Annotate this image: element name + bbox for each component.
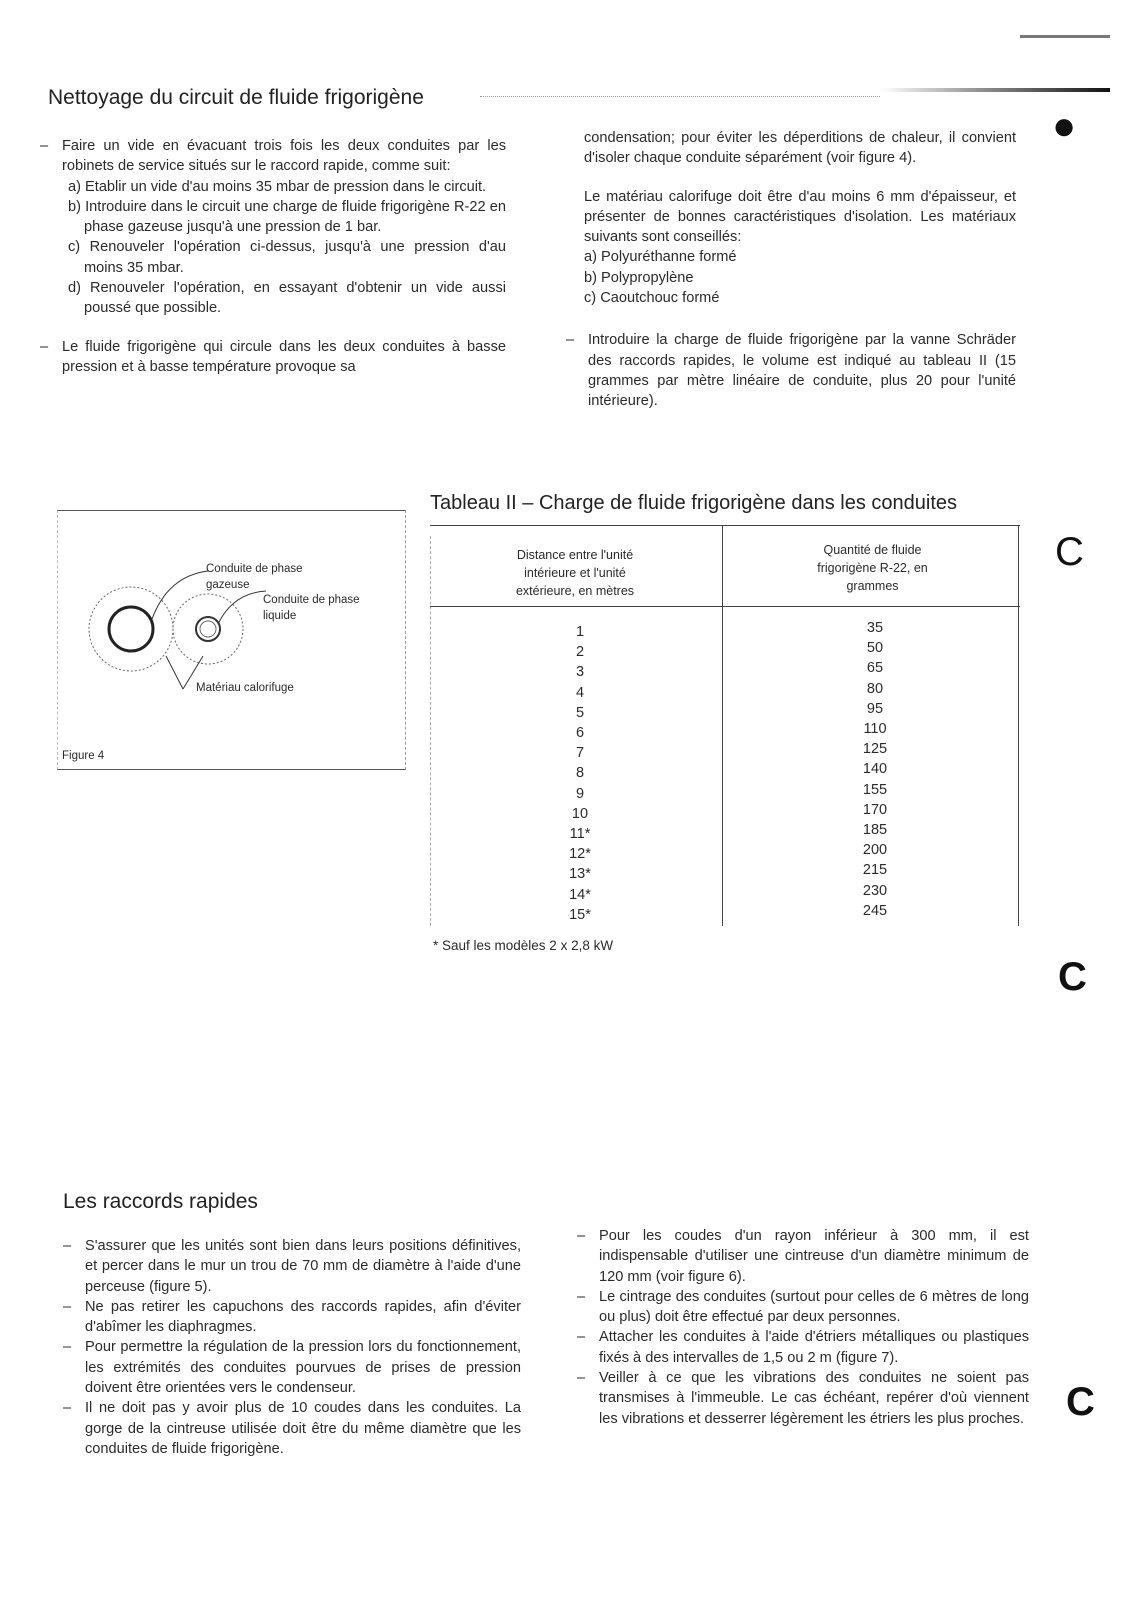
binder-hole-mark: C: [1066, 1380, 1095, 1424]
scan-artifact: [880, 88, 1110, 92]
list-item: – Attacher les conduites à l'aide d'étriers métalliques ou plastiques fixés à des intervalles de 1,5 ou 2 m (figure 7).: [577, 1327, 1029, 1368]
material-item: a) Polyuréthanne formé: [584, 249, 737, 266]
quantity-cell: 110: [863, 721, 887, 738]
quantity-cell: 65: [866, 660, 884, 677]
quantity-cell: 215: [862, 862, 888, 879]
list-item: – Le cintrage des conduites (surtout pour celles de 6 mètres de long ou plus) doit être effectué par deux personnes.: [577, 1287, 1029, 1328]
quantity-cell: 230: [862, 882, 888, 899]
list-item: – Le fluide frigorigène qui circule dans les deux conduites à basse pression et à basse température provoque sa: [40, 337, 506, 378]
distance-cell: 10: [571, 805, 589, 822]
quantity-cell: 200: [862, 842, 888, 859]
quantity-cell: 35: [866, 620, 884, 636]
label-gas-line: Conduite de phase gazeuse: [206, 563, 303, 591]
figure-4: [57, 510, 406, 770]
section2-right-column: [577, 1226, 1029, 1429]
distance-cell: 6: [575, 725, 585, 742]
sub-item: d) Renouveler l'opération, en essayant d'obtenir un vide aussi poussé que possible.: [68, 280, 506, 317]
distance-cell: 13*: [569, 866, 591, 883]
item-text: Faire un vide en évacuant trois fois les deux conduites par les robinets de service situés sur le raccord rapide, comme suit:: [62, 138, 506, 175]
scan-artifact: [1020, 35, 1110, 38]
list-item: – Introduire la charge de fluide frigorigène par la vanne Schräder des raccords rapides, le volume est indiqué au tableau II (15 grammes par mètre linéaire de conduite, plus 20 pour l'unité intérieure).: [566, 330, 1016, 411]
sub-item: c) Renouveler l'opération ci-dessus, jusqu'à une pression d'au moins 35 mbar.: [68, 239, 506, 276]
section1-left-column: [40, 136, 506, 377]
list-item: – Il ne doit pas y avoir plus de 10 coudes dans les conduites. La gorge de la cintreuse utilisée doit être du même diamètre que les conduites de fluide frigorigène.: [63, 1398, 521, 1459]
sub-item: b) Introduire dans le circuit une charge de fluide frigorigène R-22 en phase gazeuse jusqu'à une pression de 1 bar.: [68, 198, 506, 236]
distance-cell: 5: [575, 704, 585, 721]
table-title: Tableau II – Charge de fluide frigorigène dans les conduites: [430, 492, 958, 514]
column-divider: [722, 526, 723, 926]
list-item: – Veiller à ce que les vibrations des conduites ne soient pas transmises à l'immeuble. Le cas échéant, repérer d'où viennent les vibrations et desserrer légèrement les étriers les plus proches.: [577, 1368, 1029, 1429]
section-title-cleaning: Nettoyage du circuit de fluide frigorigène: [48, 86, 424, 109]
figure-caption: Figure 4: [62, 750, 105, 762]
distance-cell: 3: [575, 664, 585, 681]
material-item: b) Polypropylène: [584, 269, 694, 286]
distance-cell: 15*: [569, 906, 591, 923]
distance-cell: 4: [575, 684, 585, 701]
header-rule: [430, 606, 1020, 607]
sub-item: a) Etablir un vide d'au moins 35 mbar de pression dans le circuit.: [68, 178, 487, 195]
column-header-distance: Distance entre l'unité intérieure et l'unité extérieure, en mètres: [515, 548, 635, 598]
quantity-cell: 95: [866, 700, 884, 717]
quantity-column: [845, 618, 905, 921]
distance-cell: 11*: [569, 826, 591, 843]
quantity-cell: 80: [866, 680, 884, 697]
table-footnote: * Sauf les modèles 2 x 2,8 kW: [433, 938, 614, 953]
quantity-cell: 170: [862, 801, 888, 818]
distance-cell: 14*: [569, 886, 591, 903]
label-insulation: Matériau calorifuge: [196, 682, 294, 694]
quantity-cell: 185: [862, 822, 888, 839]
material-item: c) Caoutchouc formé: [584, 290, 720, 307]
distance-cell: 9: [575, 785, 585, 802]
binder-hole-mark: C: [1055, 530, 1084, 574]
column-divider: [1018, 526, 1019, 926]
list-item: – Ne pas retirer les capuchons des raccords rapides, afin d'éviter d'abîmer les diaphragmes.: [63, 1297, 521, 1338]
list-item: – Pour les coudes d'un rayon inférieur à 300 mm, il est indispensable d'utiliser une cintreuse d'un diamètre minimum de 120 mm (voir figure 6).: [577, 1226, 1029, 1287]
pipe-cross-section-diagram: [58, 511, 405, 769]
table-left-border: [430, 536, 431, 926]
column-header-quantity: Quantité de fluide frigorigène R-22, en grammes: [817, 543, 928, 593]
quantity-cell: 50: [866, 640, 884, 657]
section1-right-column: [566, 128, 1016, 412]
binder-hole-mark: C: [1058, 955, 1087, 999]
list-item: [40, 136, 506, 319]
distance-cell: 1: [575, 624, 585, 640]
paragraph: Le matériau calorifuge doit être d'au moins 6 mm d'épaisseur, et présenter de bonnes caractéristiques d'isolation. Les matériaux suivants sont conseillés:: [584, 188, 1016, 246]
section2-left-column: [63, 1236, 521, 1459]
quantity-cell: 140: [862, 761, 888, 778]
distance-column: [550, 622, 610, 925]
distance-cell: 2: [575, 644, 585, 661]
list-item: – S'assurer que les unités sont bien dans leurs positions définitives, et percer dans le mur un trou de 70 mm de diamètre à l'aide d'une perceuse (figure 5).: [63, 1236, 521, 1297]
distance-cell: 7: [575, 745, 585, 762]
quantity-cell: 155: [862, 781, 888, 798]
scan-dots: [480, 96, 880, 97]
distance-cell: 12*: [569, 846, 591, 863]
section-title-quick-couplings: Les raccords rapides: [63, 1190, 258, 1213]
continuation-text: condensation; pour éviter les déperditions de chaleur, il convient d'isoler chaque conduite séparément (voir figure 4).: [584, 130, 1016, 167]
distance-cell: 8: [575, 765, 585, 782]
binder-hole-mark: ●: [1052, 104, 1077, 148]
refrigerant-charge-table: [430, 525, 1020, 926]
label-liquid-line: Conduite de phase liquide: [263, 594, 360, 622]
list-item: – Pour permettre la régulation de la pression lors du fonctionnement, les extrémités des conduites pourvues de prises de pression doivent être orientées vers le condenseur.: [63, 1337, 521, 1398]
quantity-cell: 245: [862, 902, 888, 919]
quantity-cell: 125: [862, 741, 888, 758]
